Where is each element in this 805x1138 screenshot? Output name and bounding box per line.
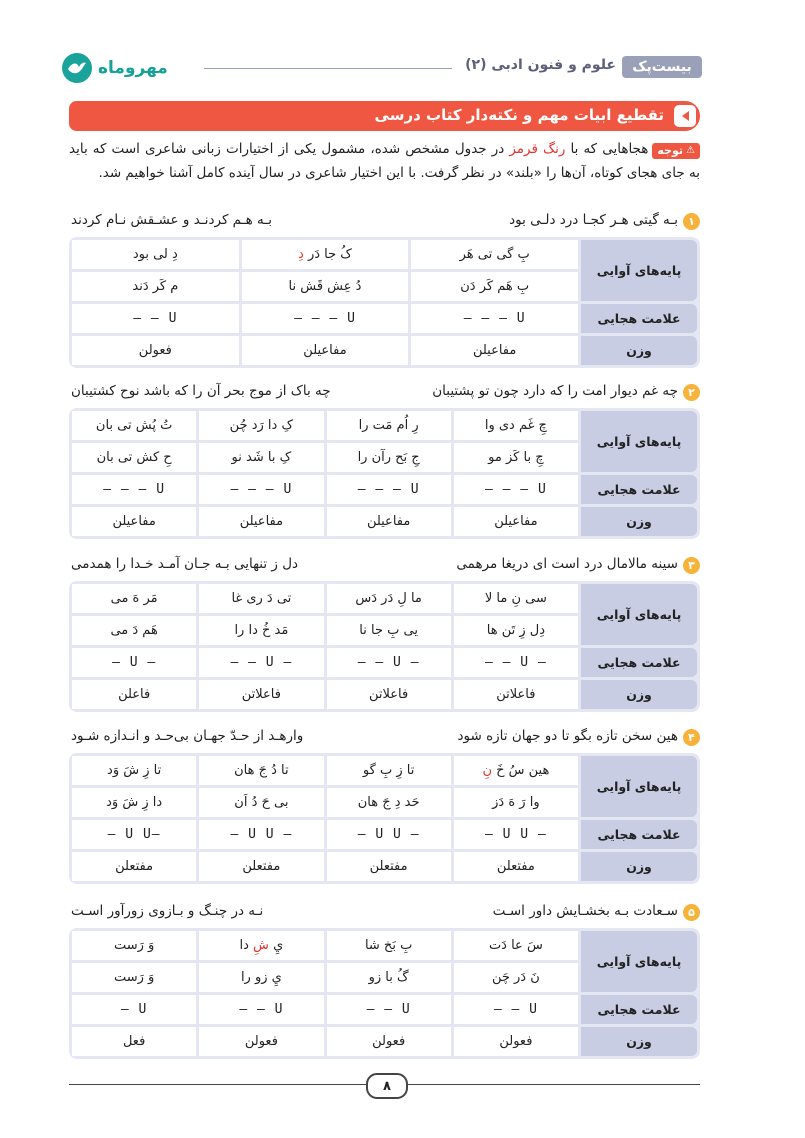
label-syllables: پایه‌های آوایی [581, 756, 697, 817]
example-3 [69, 555, 700, 712]
table-cell: مَد خُ دا را [199, 616, 323, 645]
scansion-table [69, 237, 700, 368]
table-cell: U – – [454, 995, 578, 1024]
table-cell: فاعلاتن [327, 680, 451, 709]
table-cell: چِ با کَز مو [454, 443, 578, 472]
hemistich-second: چه باک از موج بحر آن را که باشد نوح کشتیبان [71, 383, 331, 399]
row-labels [581, 411, 697, 536]
table-row [72, 304, 578, 333]
example-number: ۱ [683, 213, 700, 230]
table-cell: – U – – [454, 648, 578, 677]
table-cell: U – – [327, 995, 451, 1024]
example-number: ۲ [683, 384, 700, 401]
table-cell: – U U – [454, 820, 578, 849]
table-cell: نَ دَر چَن [454, 963, 578, 992]
table-cell [454, 756, 578, 785]
table-cell: تا دُ جَ هان [199, 756, 323, 785]
table-row [72, 240, 578, 269]
note-text-1: هجاهایی که با [565, 141, 649, 157]
example-1 [69, 211, 700, 368]
table-cell: وَ رَست [72, 963, 196, 992]
table-row [72, 963, 578, 992]
header [62, 52, 702, 84]
cell-text: هین سُ خَ [496, 763, 550, 778]
play-triangle-icon [674, 105, 696, 127]
table-row [72, 788, 578, 817]
table-cell: مفتعلن [327, 852, 451, 881]
label-syllables: پایه‌های آوایی [581, 584, 697, 645]
table-cell: یی بِ جا نا [327, 616, 451, 645]
table-row [72, 443, 578, 472]
series-badge: بیست‌پک [622, 56, 702, 78]
table-cell: مفتعلن [72, 852, 196, 881]
label-syllables: پایه‌های آوایی [581, 411, 697, 472]
table-cell: –U U – [72, 820, 196, 849]
table-cell: رِ اُم مَت را [327, 411, 451, 440]
table-cell: دِ لی بود [72, 240, 239, 269]
section-title-bar [69, 101, 700, 131]
table-cell: م کَر دَند [72, 272, 239, 301]
table-row [72, 616, 578, 645]
table-cell: يِ زو را [199, 963, 323, 992]
hemistich-first: سینه مالامال درد است ای دریغا مرهمی [456, 556, 678, 572]
table-row [72, 584, 578, 613]
table-row [72, 931, 578, 960]
table-cell: تا زِ بِ گو [327, 756, 451, 785]
row-labels [581, 931, 697, 1056]
verse [69, 727, 700, 749]
table-cell: جِ بَح رآن را [327, 443, 451, 472]
table-cell: U – – – [454, 475, 578, 504]
red-syllable: شِ [253, 938, 269, 953]
brand-name: مهروماه [98, 58, 168, 78]
hemistich-first: سـعادت بـه بخشـایش داور اسـت [492, 903, 678, 919]
label-marks: علامت هجایی [581, 820, 697, 849]
table-row [72, 995, 578, 1024]
table-cell: تی دَ ری غا [199, 584, 323, 613]
label-marks: علامت هجایی [581, 995, 697, 1024]
table-cell: U – – – [199, 475, 323, 504]
cell-text: دا [239, 938, 249, 953]
label-syllables: پایه‌های آوایی [581, 931, 697, 992]
table-cell: حِ کش تی بان [72, 443, 196, 472]
verse [69, 555, 700, 577]
example-2 [69, 382, 700, 539]
label-marks: علامت هجایی [581, 648, 697, 677]
hemistich-second: دل ز تنهایی بـه جـان آمـد خـدا را همدمی [71, 556, 299, 572]
bird-logo-icon [62, 53, 92, 83]
table-cell: U – – [199, 995, 323, 1024]
table-cell: مفتعلن [199, 852, 323, 881]
hemistich-first: چه غم دیوار امت را که دارد چون تو پشتیبان [432, 383, 678, 399]
table-cell: سَ عا دَت [454, 931, 578, 960]
table-row [72, 852, 578, 881]
table-row [72, 475, 578, 504]
red-syllable: نِ [482, 763, 492, 778]
scansion-table [69, 928, 700, 1059]
cell-text: کُ جا دَر دِ [298, 247, 352, 262]
label-marks: علامت هجایی [581, 304, 697, 333]
label-meter: وزن [581, 507, 697, 536]
page-number: ۸ [366, 1073, 408, 1099]
table-row [72, 507, 578, 536]
table-cell: فعولن [327, 1027, 451, 1056]
table-grid [72, 756, 578, 881]
verse [69, 211, 700, 233]
example-4 [69, 727, 700, 884]
table-cell: مَر هَ می [72, 584, 196, 613]
table-cell: مفاعیلن [199, 507, 323, 536]
table-cell [199, 931, 323, 960]
table-cell: فعل [72, 1027, 196, 1056]
example-number: ۴ [683, 729, 700, 746]
table-grid [72, 584, 578, 709]
table-cell: کِ با شَد نو [199, 443, 323, 472]
table-cell: وا رَ هَ دَز [454, 788, 578, 817]
table-cell: – U – [72, 648, 196, 677]
table-cell: چِ غَم دی وا [454, 411, 578, 440]
label-meter: وزن [581, 852, 697, 881]
label-meter: وزن [581, 680, 697, 709]
note-badge [652, 143, 700, 159]
table-row [72, 680, 578, 709]
table-cell: – U U – [199, 820, 323, 849]
table-row [72, 756, 578, 785]
table-cell: مفاعیلن [327, 507, 451, 536]
table-cell: مفاعیلن [454, 507, 578, 536]
example-number: ۵ [683, 904, 700, 921]
example-number: ۳ [683, 557, 700, 574]
note-highlight: رنگ قرمز [509, 141, 566, 157]
table-cell: دُ عِش قَش نا [242, 272, 409, 301]
red-syllable: دِ [298, 247, 304, 262]
table-cell: کِ دا رَد چُن [199, 411, 323, 440]
hemistich-second: نـه در چنـگ و بـازوی زورآور اسـت [71, 903, 264, 919]
table-cell: U – – – [411, 304, 578, 333]
table-cell: دا زِ شَ وَد [72, 788, 196, 817]
table-cell: ما لِ دَر دَس [327, 584, 451, 613]
note-paragraph [69, 137, 700, 185]
table-row [72, 1027, 578, 1056]
table-row [72, 411, 578, 440]
table-cell: U – [72, 995, 196, 1024]
table-cell: فاعلاتن [199, 680, 323, 709]
table-row [72, 820, 578, 849]
table-cell: بِ بَخ شا [327, 931, 451, 960]
scansion-table [69, 408, 700, 539]
warning-icon: ⚠ [686, 145, 695, 156]
brand-logo [62, 54, 198, 82]
label-syllables: پایه‌های آوایی [581, 240, 697, 301]
hemistich-second: وارهـد از حـدّ جهـان بی‌حـد و انـدازه شـود [71, 728, 304, 744]
label-marks: علامت هجایی [581, 475, 697, 504]
hemistich-first: بـه گیتی هـر کجـا درد دلـی بود [509, 212, 678, 228]
table-row [72, 272, 578, 301]
table-cell: U – – – [242, 304, 409, 333]
row-labels [581, 756, 697, 881]
table-cell: فاعلاتن [454, 680, 578, 709]
table-cell: تا زِ شَ وَد [72, 756, 196, 785]
section-title: تقطیع ابیات مهم و نکته‌دار کتاب درسی [374, 106, 664, 124]
table-row [72, 648, 578, 677]
table-cell: مفاعیلن [242, 336, 409, 365]
table-cell: گُ با زو [327, 963, 451, 992]
hemistich-second: بـه هـم کردنـد و عشـقش نـام کردند [71, 212, 272, 228]
table-cell: فعولن [72, 336, 239, 365]
label-meter: وزن [581, 1027, 697, 1056]
table-cell: U – – – [72, 475, 196, 504]
table-cell: حَد دِ جَ هان [327, 788, 451, 817]
verse [69, 902, 700, 924]
row-labels [581, 584, 697, 709]
label-meter: وزن [581, 336, 697, 365]
table-cell: U – – [72, 304, 239, 333]
table-row [72, 336, 578, 365]
table-cell: بِ گی تی هَر [411, 240, 578, 269]
table-cell: – U U – [327, 820, 451, 849]
table-cell: فعولن [199, 1027, 323, 1056]
table-cell: – U – – [199, 648, 323, 677]
table-cell: فعولن [454, 1027, 578, 1056]
table-cell [242, 240, 409, 269]
table-cell: فاعلن [72, 680, 196, 709]
table-grid [72, 240, 578, 365]
hemistich-first: هین سخن تازه بگو تا دو جهان تازه شود [457, 728, 678, 744]
table-cell: بی حَ دُ اَن [199, 788, 323, 817]
scansion-table [69, 581, 700, 712]
note-label: توجه [657, 144, 684, 157]
table-cell: – U – – [327, 648, 451, 677]
table-cell: هَم دَ می [72, 616, 196, 645]
table-cell: مفتعلن [454, 852, 578, 881]
cell-text: يِ [273, 938, 284, 953]
table-cell: سی نِ ما لا [454, 584, 578, 613]
table-cell: بِ هَم کَر دَن [411, 272, 578, 301]
table-cell: U – – – [327, 475, 451, 504]
header-divider [204, 68, 452, 69]
scansion-table [69, 753, 700, 884]
table-cell: مفاعیلن [72, 507, 196, 536]
note-text-2: در جدول مشخص شده، مشمول یکی از اختیارات زبانی شاعری است که باید به جای هجای کوتاه، آن‌ها را «بلند» در نظر گرفت. با این اختیار شاعری در سال آینده کامل آشنا خواهیم شد. [69, 141, 700, 181]
example-5 [69, 902, 700, 1059]
table-cell: مفاعیلن [411, 336, 578, 365]
book-title: علوم و فنون ادبی (۲) [465, 57, 616, 73]
table-cell: دِل زِ تَن ها [454, 616, 578, 645]
table-cell: وَ رَست [72, 931, 196, 960]
table-grid [72, 411, 578, 536]
table-cell: تُ پُش تی بان [72, 411, 196, 440]
row-labels [581, 240, 697, 365]
verse [69, 382, 700, 404]
table-grid [72, 931, 578, 1056]
